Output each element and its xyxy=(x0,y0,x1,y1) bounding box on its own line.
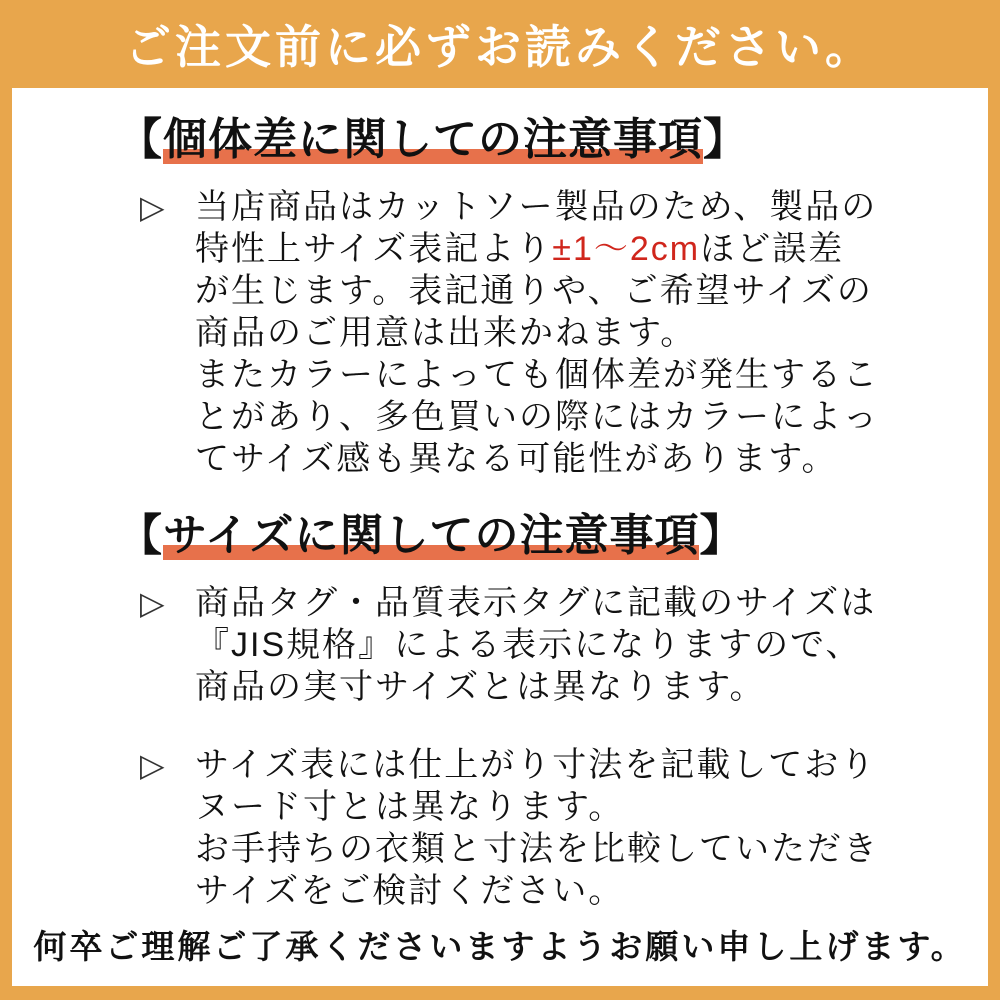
text-line: が生じます。表記通りや、ご希望サイズの xyxy=(195,272,873,310)
footer-note: 何卒ご理解ご了承くださいますようお願い申し上げます。 xyxy=(33,928,967,965)
triangle-bullet-icon: ▷ xyxy=(140,585,165,621)
text-line: お手持ちの衣類と寸法を比較していただき xyxy=(195,830,879,868)
bullet-item-measurement xyxy=(140,744,968,912)
text-line xyxy=(195,228,879,270)
text-line: ヌード寸とは異なります。 xyxy=(195,788,625,826)
heading-close-bracket: 】 xyxy=(703,115,748,164)
heading-close-bracket: 】 xyxy=(699,511,745,560)
text-line: てサイズ感も異なる可能性があります。 xyxy=(195,440,838,478)
individual-difference-heading xyxy=(118,112,968,168)
text-line: サイズ表には仕上がり寸法を記載しており xyxy=(195,746,877,784)
section-size-notes xyxy=(12,508,988,912)
section-individual-difference xyxy=(12,112,988,480)
text-line: またカラーによっても個体差が発生するこ xyxy=(195,356,879,394)
bullet-item-jis xyxy=(140,582,968,708)
text-line: 商品の実寸サイズとは異なります。 xyxy=(195,668,766,706)
triangle-bullet-icon: ▷ xyxy=(140,747,165,783)
text-line: 商品タグ・品質表示タグに記載のサイズは xyxy=(195,584,877,622)
text-line: 当店商品はカットソー製品のため、製品の xyxy=(195,188,878,226)
heading-open-bracket: 【 xyxy=(118,115,163,164)
heading-open-bracket: 【 xyxy=(118,511,163,560)
heading-underlined-text: サイズに関しての注意事項 xyxy=(163,511,700,560)
text-segment: ほど誤差 xyxy=(700,230,845,268)
bullet-text-tolerance xyxy=(195,186,879,480)
content-panel xyxy=(12,88,988,986)
tolerance-value-highlight: ±1〜2cm xyxy=(552,230,701,268)
text-segment: 特性上サイズ表記より xyxy=(195,230,553,268)
heading-underlined-text: 個体差に関しての注意事項 xyxy=(163,115,703,164)
text-line: 『JIS規格』による表示になりますので、 xyxy=(195,626,862,664)
text-line: 商品のご用意は出来かねます。 xyxy=(195,314,697,352)
top-banner xyxy=(0,0,1000,88)
triangle-bullet-icon: ▷ xyxy=(140,189,165,225)
bullet-text-jis xyxy=(195,582,876,708)
bullet-item-tolerance xyxy=(140,186,968,480)
bullet-text-measurement xyxy=(195,744,879,912)
text-line: サイズをご検討ください。 xyxy=(195,872,625,910)
banner-title: ご注文前に必ずお読みください。 xyxy=(125,21,875,73)
text-line: とがあり、多色買いの際にはカラーによっ xyxy=(195,398,879,436)
size-notes-heading xyxy=(118,508,968,564)
